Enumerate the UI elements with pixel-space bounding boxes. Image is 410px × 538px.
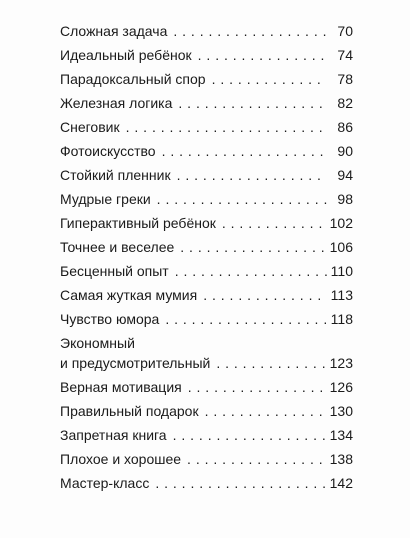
dot-leader	[181, 449, 327, 469]
toc-entry	[60, 377, 353, 401]
dot-leader	[182, 377, 327, 397]
toc-entry-page: 113	[330, 287, 353, 303]
toc-entry	[60, 237, 353, 261]
toc-entry	[60, 213, 353, 237]
toc-entry-title-line1: Экономный	[60, 335, 135, 351]
dot-leader	[174, 237, 327, 257]
dot-leader	[149, 473, 327, 493]
toc-entry-page: 78	[337, 71, 353, 87]
toc-entry-title: Стойкий пленник	[60, 167, 171, 183]
toc-entry-title: Фотоискусство	[60, 143, 156, 159]
toc-entry	[60, 425, 353, 449]
dot-leader	[197, 285, 327, 305]
toc-entry-title: Мудрые греки	[60, 191, 151, 207]
dot-leader	[199, 401, 327, 421]
toc-entry-title: Чувство юмора	[60, 311, 160, 327]
toc-entry	[60, 333, 353, 377]
toc-entry-title: Самая жуткая мумия	[60, 287, 198, 303]
toc-entry-title: Гиперактивный ребёнок	[60, 215, 216, 231]
toc-entry-title: Снеговик	[60, 119, 120, 135]
toc-entry-row	[60, 353, 353, 377]
dot-leader	[206, 69, 327, 89]
toc-entry-page: 102	[329, 215, 353, 231]
dot-leader	[156, 141, 327, 161]
toc-entry	[60, 165, 353, 189]
toc-entry-page: 138	[329, 451, 353, 467]
toc-entry	[60, 449, 353, 473]
toc-entry-page: 86	[337, 119, 353, 135]
dot-leader	[120, 117, 327, 137]
toc-entry-title: и предусмотрительный	[60, 355, 211, 371]
toc-entry-page: 123	[329, 355, 353, 371]
dot-leader	[167, 425, 327, 445]
toc-entry-title: Бесценный опыт	[60, 263, 169, 279]
dot-leader	[159, 309, 327, 329]
dot-leader	[192, 45, 327, 65]
dot-leader	[167, 21, 327, 41]
toc-entry-title: Мастер-класс	[60, 475, 150, 491]
toc-entry-page: 142	[329, 475, 353, 491]
dot-leader	[216, 213, 327, 233]
dot-leader	[172, 93, 327, 113]
toc-entry-title: Запретная книга	[60, 427, 167, 443]
toc-entry-page: 98	[337, 191, 353, 207]
toc-entry-title: Точнее и веселее	[60, 239, 175, 255]
toc-entry	[60, 93, 353, 117]
toc-entry-title: Парадоксальный спор	[60, 71, 206, 87]
dot-leader	[169, 261, 327, 281]
dot-leader	[210, 353, 327, 373]
toc-entry-page: 134	[329, 427, 353, 443]
toc-entry-title: Идеальный ребёнок	[60, 47, 192, 63]
toc-entry-title: Правильный подарок	[60, 403, 199, 419]
toc-entry-title: Сложная задача	[60, 23, 168, 39]
dot-leader	[171, 165, 327, 185]
toc-entry-page: 106	[329, 239, 353, 255]
toc-entry	[60, 21, 353, 45]
dot-leader	[151, 189, 327, 209]
table-of-contents	[60, 21, 353, 497]
toc-entry	[60, 45, 353, 69]
toc-entry	[60, 261, 353, 285]
toc-entry-title: Плохое и хорошее	[60, 451, 182, 467]
toc-entry	[60, 473, 353, 497]
toc-entry	[60, 69, 353, 93]
toc-entry	[60, 141, 353, 165]
toc-entry-page: 130	[329, 403, 353, 419]
toc-entry	[60, 401, 353, 425]
toc-entry	[60, 117, 353, 141]
toc-entry-page: 126	[329, 379, 353, 395]
toc-entry-title: Железная логика	[60, 95, 173, 111]
toc-entry-page: 94	[337, 167, 353, 183]
toc-entry-title: Верная мотивация	[60, 379, 182, 395]
toc-entry-page: 90	[337, 143, 353, 159]
toc-entry-page: 118	[330, 311, 353, 327]
toc-entry-page: 82	[337, 95, 353, 111]
toc-entry-page: 74	[337, 47, 353, 63]
toc-entry-page: 70	[337, 23, 353, 39]
toc-entry	[60, 189, 353, 213]
toc-entry	[60, 285, 353, 309]
toc-entry	[60, 309, 353, 333]
toc-entry-page: 110	[330, 263, 353, 279]
